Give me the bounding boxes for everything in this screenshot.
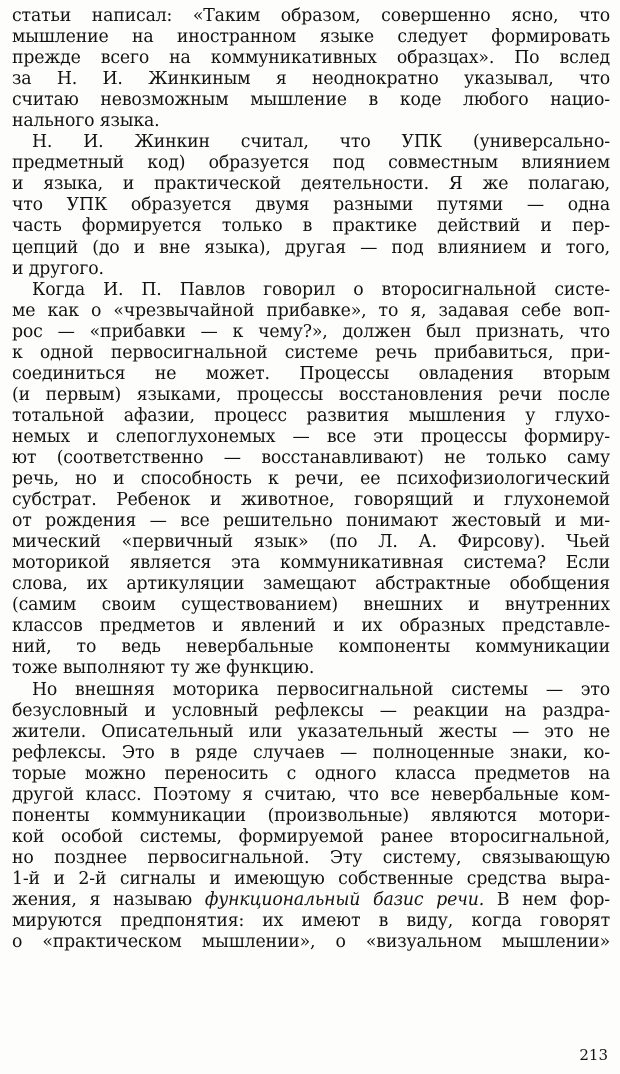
text-line: часть формируется только в практике действий и пер- <box>12 216 610 237</box>
text-line: жители. Описательный или указательный жесты — это не <box>12 721 610 742</box>
text-line: от рождения — все решительно понимают жестовый и ми- <box>12 511 610 532</box>
text-line: мический «первичный язык» (по Л. А. Фирсову). Чьей <box>12 532 610 553</box>
text-line: ме как о «чрезвычайной прибавке», то я, задавая себе воп- <box>12 300 610 321</box>
text-line: за Н. И. Жинкиным я неоднократно указывал, что <box>12 69 610 90</box>
italic-term: функциональный базис речи. <box>204 889 485 910</box>
text-line: предметный код) образуется под совместным влиянием <box>12 153 610 174</box>
page-number: 213 <box>579 1046 608 1064</box>
text-line <box>12 890 610 911</box>
text-line: слова, их артикуляции замещают абстрактные обобщения <box>12 574 610 595</box>
text-line: и другого. <box>12 258 104 279</box>
text-line: речь, но и способность к речи, ее психофизиологический <box>12 469 610 490</box>
text-line: нального языка. <box>12 111 160 132</box>
text-line: Но внешняя моторика первосигнальной системы — это <box>32 679 610 700</box>
body-text <box>12 6 610 953</box>
text-run: В нем фор- <box>484 889 610 910</box>
text-line: цепций (до и вне языка), другая — под влиянием и того, <box>12 237 610 258</box>
text-line: ний, то ведь невербальные компоненты коммуникации <box>12 637 610 658</box>
text-line: мышление на иностранном языке следует формировать <box>12 27 610 48</box>
text-line: немых и слепоглухонемых — все эти процессы формиру- <box>12 426 610 447</box>
text-line: и языка, и практической деятельности. Я же полагаю, <box>12 174 610 195</box>
text-line: Когда И. П. Павлов говорил о второсигнальной систе- <box>32 279 610 300</box>
text-line: ют (соответственно — восстанавливают) не только саму <box>12 447 610 468</box>
text-line: 1-й и 2-й сигналы и имеющую собственные средства выра- <box>12 868 610 889</box>
text-line: статьи написал: «Таким образом, совершенно ясно, что <box>12 6 610 26</box>
text-line: поненты коммуникации (произвольные) являются мотори- <box>12 805 610 826</box>
text-line: моторикой является эта коммуникативная система? Если <box>12 553 610 574</box>
text-line: о «практическом мышлении», о «визуальном мышлении» <box>12 932 610 953</box>
text-run: жения, я называю <box>12 889 205 910</box>
text-line: тоже выполняют ту же функцию. <box>12 658 315 679</box>
text-line: кой особой системы, формируемой ранее второсигнальной, <box>12 826 610 847</box>
text-line: но позднее первосигнальной. Эту систему, связывающую <box>12 847 610 868</box>
text-line: (и первым) языками, процессы восстановления речи после <box>12 384 610 405</box>
text-line: Н. И. Жинкин считал, что УПК (универсально- <box>32 132 610 153</box>
text-line: к одной первосигнальной системе речь прибавиться, при- <box>12 342 610 363</box>
text-line: считаю невозможным мышление в коде любого нацио- <box>12 90 610 111</box>
text-line: мируются предпонятия: их имеют в виду, когда говорят <box>12 911 610 932</box>
text-line: соединиться не может. Процессы овладения вторым <box>12 363 610 384</box>
text-line: тотальной афазии, процесс развития мышления у глухо- <box>12 405 610 426</box>
text-line: другой класс. Поэтому я считаю, что все невербальные ком- <box>12 784 610 805</box>
text-line: (самим своим существованием) внешних и внутренних <box>12 595 610 616</box>
text-line: рефлексы. Это в ряде случаев — полноценные знаки, ко- <box>12 742 610 763</box>
text-line: безусловный и условный рефлексы — реакции на раздра- <box>12 700 610 721</box>
text-line: субстрат. Ребенок и животное, говорящий и глухонемой <box>12 490 610 511</box>
text-line: торые можно переносить с одного класса предметов на <box>12 763 610 784</box>
text-line: классов предметов и явлений и их образных представле- <box>12 616 610 637</box>
text-line: прежде всего на коммуникативных образцах». По вслед <box>12 48 610 69</box>
text-line: рос — «прибавки — к чему?», должен был признать, что <box>12 321 610 342</box>
text-line: что УПК образуется двумя разными путями — одна <box>12 195 610 216</box>
